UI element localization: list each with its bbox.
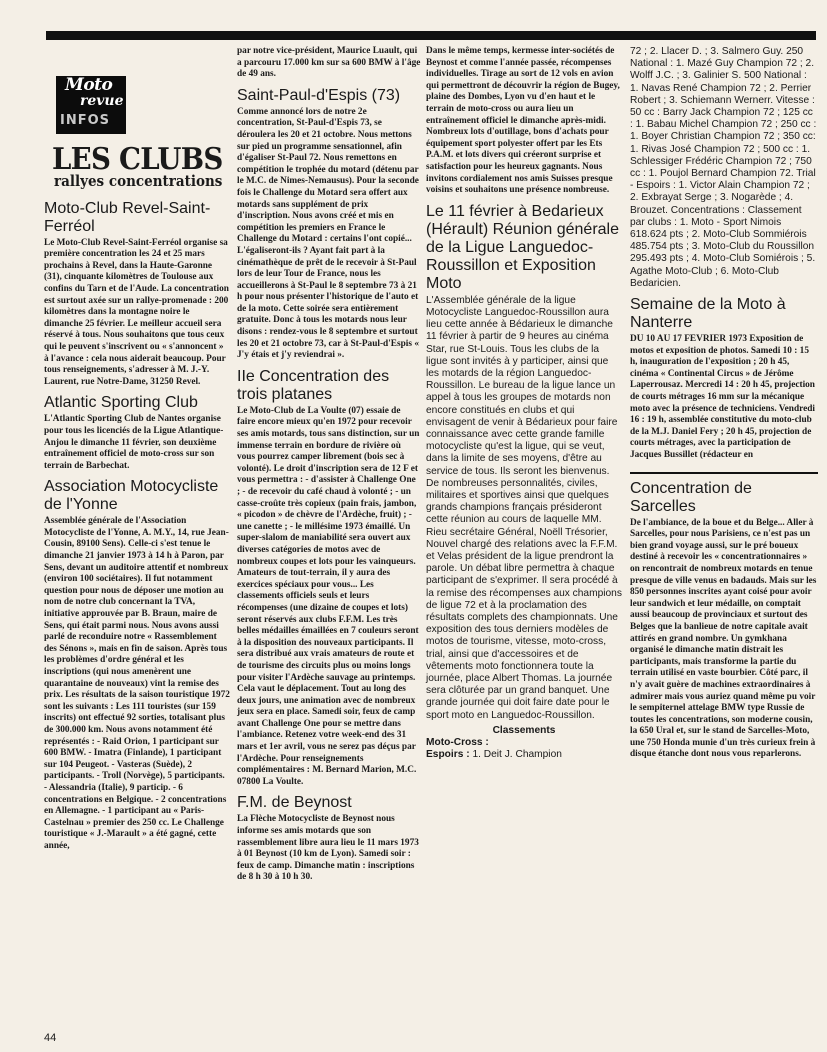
article-body-sarcelles: De l'ambiance, de la boue et du Belge... Aller à Sarcelles, pour nous Parisiens, ce n'est pas un bien grand voyage aussi, sur le pré boueux destiné à recevoir les « concentrationnaires » on rencontrait de nombreux motards en tenue presque de ville venus en badauds. Mais sur les 850 personnes inscrites ayant coisé pour avoir leur sandwich et leur médaille, on comptait aussi beaucoup de provinciaux et surtout des Belges que la banlieue de notre capitale avait attirés en grand nombre. Un gymkhana organisé le dimanche matin distrait les participants, mais transforme la partie du terrain utilisé en vaste bourbier. Côté parc, il n'y avait guère de machines extraordinaires à admirer mais vous auriez quand même pu voir le sempiternel attelage BMW type Russie de toutes les concentrations, son moderne cousin, la 650 Ural et, sur le stand de Sarcelles-Moto, une 750 Honda munie d'un très curieux frein à disque étanche dont nous vous reparlerons. [630, 517, 817, 760]
column-3 [426, 46, 622, 761]
article-body-yonne: Assemblée générale de l'Association Motocycliste de l'Yonne, A. M.Y., 14, rue Jean-Cousin, 89100 Sens). Celle-ci s'est tenue le dimanche 21 janvier 1973 à 14 h à Paron, par Sens, devant un auditoire attentif et nombreux (environ 100 sociétaires). Il fut notamment question pour nous de déposer une motion au nom de notre club concernant la TVA, initiative approuvée par B. Braun, maire de Sens, qui était parmi nous. Nous avons aussi parlé de reconduire notre « Rassemblement des Sénons », mais en fin de saison. Après tous les problèmes d'ordre général et les inscriptions (qui nous amenèrent une quarantaine de nouveaux) vint la remise des prix. Les résultats de la saison touristique 1972 sont les suivants : Les 111 touristes (sur 159 inscrits) ont effectué 92 sorties, totalisant plus de 300.000 km. Nous avons notamment été représentés : - Raid Orion, 1 participant sur 600 BMW. - Imatra (Finlande), 1 participant sur 104 Peugeot. - Vasteras (Suède), 2 participants. - Troll (Norvège), 5 participants. - Alessandria (Italie), 9 particip. - 6 concentrations en Belgique. - 2 concentrations en Allemagne. - 1 participant au « Paris-Castelnau » premier des 250 cc. Le Challenge touristique « J.-Marault » a été gagné, cette année, [44, 516, 230, 851]
article-body-revel: Le Moto-Club Revel-Saint-Ferréol organise sa première concentration les 24 et 25 mars prochains à Revel, dans la Haute-Garonne (31), cinquante kilomètres de Toulouse aux confins du Tarn et de l'Aude. La concentration est surtout axée sur un rallye-promenade : 200 kilomètres dans la montagne noire le dimanche 25 février. Le meilleur accueil sera réservé à tous. Nous souhaitons que tous ceux qui le peuvent s'inscrivent ou « s'annoncent » à l'avance : cela nous aiderait beaucoup. Pour tous renseignements, s'adresser à M. J.-Y. Laurent, rue Notre-Dame, 31250 Revel. [44, 237, 229, 387]
article-title-platanes: IIe Concentration des trois platanes [237, 367, 390, 403]
column-1 [44, 46, 230, 853]
column-2 [237, 46, 421, 884]
article-body-nanterre: DU 10 AU 17 FEVRIER 1973 Exposition de motos et exposition de photos. Samedi 10 : 15 h, inauguration de l'exposition ; 20 h 45, cinéma « Continental Circus » de Jérôme Laperrousaz. Mercredi 14 : 20 h 45, projection de courts métrages 16 mm sur la mécanique moto avec la présence de techniciens. Vendredi 16 : 19 h, assemblée constitutive du moto-club de la M.J. Daniel Fery ; 20 h 45, projection de courts métrages, avec la participation de Jacques Bussillet (rédacteur en [630, 334, 815, 460]
article-title-saint-paul: Saint-Paul-d'Espis (73) [237, 86, 401, 104]
espoirs-result: 1. Deit J. Champion [472, 749, 562, 761]
moto-revue-infos-logo [56, 76, 126, 134]
article-body-saint-paul: Comme annoncé lors de notre 2e concentration, St-Paul-d'Espis 73, se déroulera les 20 et 21 octobre. Nous mettons sur pied un programme sensationnel, afin d'égaliser St-Paul 72. Nous remettons en compétition le trophée du motard (détenu par le M.C. de Nimes-Nemausus). Pour la seconde fois le Challenge du Motard sera offert aux motards sans supplément de prix d'inscription. Nous avons créé et mis en compétition les premiers en France le Challenge du Motard : certains l'ont copié... L'égaliseront-ils ? Ayant fait part à la cinémathèque de prêt de le recevoir à St-Paul lors de leur Tour de France, nous les accueillerons à St-Paul le 8 septembre 73 à 21 h pour nous présenter l'historique de l'auto et de la moto. Cette soirée sera entièrement gratuite. Donc à tous les motards nous leur disons : rendez-vous le 8 septembre et surtout les 20 et 21 octobre 73, car à St-Paul-d'Espis « J'y étais et j'y reviendrai ». [237, 106, 419, 361]
section-header-subtitle: rallyes concentrations [54, 172, 223, 190]
logo-infos-text: INFOS [60, 113, 111, 128]
article-title-yonne: Association Motocycliste de l'Yonne [44, 478, 219, 514]
classements-results: 72 ; 2. Llacer D. ; 3. Salmero Guy. 250 National : 1. Mazé Guy Champion 72 ; 2. Wolff J.C. ; 3. Galinier S. 500 National : 1. Navas René Champion 72 ; 2. Perrier Robert ; 3. Schiemann Wernerr. Vitesse : 50 cc : Barry Jack Champion 72 ; 125 cc : 1. Babau Michel Champion 72 ; 250 cc : 1. Boyer Christian Champion 72 ; 350 cc: 1. Rivas José Champion 72 ; 500 cc : 1. Schlessiger Frédéric Champion 72 ; 750 cc : 1. Poujol Bernard Champion 72. Trial - Espoirs : 1. Victor Alain Champion 72 ; 2. Exbrayat Serge ; 3. Nogarède ; 4. Brouzet. Concentrations : Classement par clubs : 1. Moto - Sport Nimois 618.624 pts ; 2. Moto-Club Sommiérois 485.754 pts ; 3. Moto-Club du Roussillon 295.493 pts ; 4. Moto-Club Somiérois ; 5. Agathe Moto-Club ; 6. Moto-Club Bedaricien. [630, 46, 817, 289]
espoirs-label: Espoirs : [426, 749, 470, 761]
section-header-title: LES CLUBS [52, 142, 223, 177]
motocross-label: Moto-Cross : [426, 737, 489, 749]
article-title-nanterre: Semaine de la Moto à Nanterre [630, 296, 786, 332]
article-title-beynost: F.M. de Beynost [237, 794, 352, 812]
column-4 [630, 46, 818, 761]
article-title-atlantic: Atlantic Sporting Club [44, 394, 198, 412]
article-body-bedarieux: L'Assemblée générale de la ligue Motocycliste Languedoc-Roussillon aura lieu cette année à Bédarieux le dimanche 11 février à partir de 9 heures au cinéma Star, rue St-Louis. Tous les clubs de la ligue sont invités à y participer, ainsi que les motards de la région Languedoc-Roussillon. Le bureau de la ligue lance un appel à tous les groupes de motards non encore constitués en clubs et qui envisagent de venir à Bédarieux pour faire connaissance avec cette grande famille motocycliste qu'est la ligue, qui se veut, dans la limite de ses moyens, d'être au service de tous. Ils seront les bienvenus. De nombreuses personnalités, civiles, militaires et sportives ainsi que quelques grands champions français présideront cette réunion au cours de laquelle MM. Rieu secrétaire Général, Noëll Trésorier, Nouvel chargé des relations avec la F.F.M. et Velas président de la ligue prendront la parole. Un débat libre permettra à chaque participant de s'exprimer. Il sera procédé à la remise des récompenses aux champions de ligue 72 et à la proclamation des résultats complets des championnats. Une exposition des tous derniers modèles de motos de tourisme, vitesse, moto-cross, trial, ainsi que d'accessoires et de vêtements moto fonctionnera toute la journée, place Albert Thomas. La journée sera clôturée par un grand banquet. Une grande journée qui doit faire date pour le sport moto en Languedoc-Roussillon. [426, 294, 622, 721]
article-title-revel: Moto-Club Revel-Saint-Ferréol [44, 199, 211, 235]
classements-heading: Classements [492, 724, 556, 736]
article-title-sarcelles: Concentration de Sarcelles [630, 479, 752, 515]
article-continuation-beynost: Dans le même temps, kermesse inter-sociétés de Beynost et comme l'année passée, récompenses individuelles. Tirage au sort de 12 vols en avion qui permettront de découvrir la région de Bugey, plaine des Dombes, Lyon vu d'en haut et le terrain de moto-cross ou aura lieu un entraînement officiel le dimanche après-midi. Nombreux lots d'outillage, bons d'achats pour équipement sport polyester offert par les Ets P.A.M. et lots divers qui créeront surprise et satisfaction pour les heureux gagnants. Nous invitons cordialement nos amis Suisses presque voisins et souhaitons une présence nombreuse. [426, 46, 620, 196]
article-continuation-yonne: par notre vice-président, Maurice Luault, qui a parcouru 17.000 km sur sa 600 BMW à l'âge de 49 ans. [237, 46, 421, 80]
page-number: 44 [44, 1032, 57, 1044]
article-body-platanes: Le Moto-Club de La Voulte (07) essaie de faire encore mieux qu'en 1972 pour recevoir ses amis motards, tous sans distinction, sur un immense terrain en bordure de rivière où vous pourrez camper librement (bois sec à volonté). Le droit d'inscription sera de 12 F et vous permettra : - d'assister à Challenge One ; - de recevoir du café chaud à volonté ; - un casse-croûte très copieux (pain frais, jambon, « picodon » de chèvre de l'Ardèche, fruit) ; - une canette ; - le millésime 1973 émaillé. Un super-slalom de maniabilité sera ouvert aux diverses catégories de motos avec de nombreux coupes et lots pour les vainqueurs. Amateurs de tout-terrain, il y aura des exercices spéciaux pour vous... Les classements officiels seuls et leurs récompenses (une dizaine de coupes et lots) seront réservés aux clubs F.F.M. Les très belles médailles émaillées en 7 couleurs seront à la disposition des nouveaux participants. Il sera distribué aux vrais amateurs de route et de tourisme des circuits plus ou moins longs pour visiter l'Ardèche sauvage au printemps. Cela vaut le déplacement. Tout au long des deux jours, une animation avec de nombreux jeux sera en place. Samedi soir, feux de camp avant Challenge One pour se mettre dans l'ambiance. Retenez votre week-end des 31 mars et 1er avril, vous ne serez pas déçus par l'Ardèche. Pour renseignements complémentaires : M. Bernard Marion, M.C. 07800 La Voulte. [237, 405, 420, 787]
section-divider [630, 472, 818, 474]
logo-revue-text: revue [80, 93, 124, 109]
logo-moto-text: Moto [65, 75, 113, 95]
article-body-beynost: La Flèche Motocycliste de Beynost nous informe ses amis motards que son rassemblement libre aura lieu le 11 mars 1973 à 01 Beynost (10 km de Lyon). Samedi soir : feux de camp. Dimanche matin : inscriptions de 8 h 30 à 10 h 30. [237, 814, 419, 883]
article-title-bedarieux: Le 11 février à Bedarieux (Hérault) Réunion générale de la Ligue Languedoc-Roussillon et Exposition Moto [426, 202, 619, 292]
article-body-atlantic: L'Atlantic Sporting Club de Nantes organise pour tous les licenciés de la Ligue Atlantique-Anjou le dimanche 11 février, son deuxième entraînement officiel de moto-cross sur son terrain de Barbechat. [44, 414, 224, 471]
top-rule [46, 31, 816, 40]
